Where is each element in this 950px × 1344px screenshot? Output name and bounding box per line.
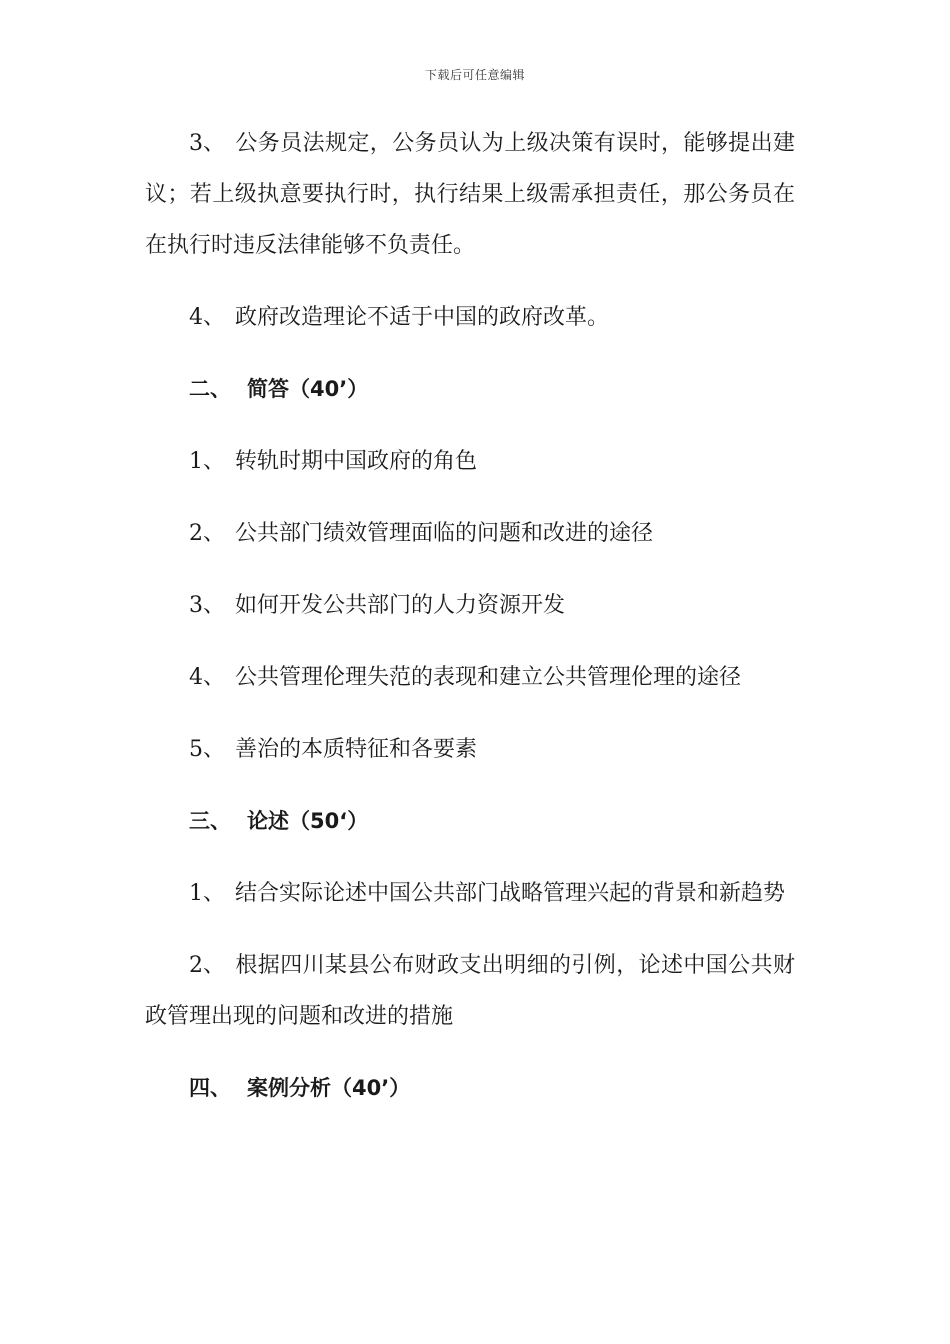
item-text: 如何开发公共部门的人力资源开发 [235, 593, 566, 618]
item-number: 4、 [189, 665, 225, 690]
list-item [145, 118, 795, 271]
item-text: 善治的本质特征和各要素 [235, 737, 478, 762]
item-number: 2、 [189, 953, 225, 978]
item-number: 1、 [189, 449, 225, 474]
item-text: 转轨时期中国政府的角色 [235, 449, 478, 474]
item-text: 公共部门绩效管理面临的问题和改进的途径 [235, 521, 654, 546]
item-text: 公共管理伦理失范的表现和建立公共管理伦理的途径 [235, 665, 742, 690]
item-number: 5、 [189, 737, 225, 762]
item-text: 公务员法规定，公务员认为上级决策有误时，能够提出建议；若上级执意要执行时，执行结果上级需承担责任，那公务员在在执行时违反法律能够不负责任。 [145, 131, 795, 258]
item-number: 2、 [189, 521, 225, 546]
section-heading [145, 364, 795, 415]
list-item [145, 652, 795, 703]
item-number: 4、 [189, 305, 225, 330]
section-number: 三、 [189, 809, 231, 833]
list-item [145, 940, 795, 1042]
list-item [145, 580, 795, 631]
item-number: 3、 [189, 593, 225, 618]
item-text: 政府改造理论不适于中国的政府改革。 [235, 305, 610, 330]
item-text: 结合实际论述中国公共部门战略管理兴起的背景和新趋势 [235, 881, 786, 906]
section-heading [145, 1063, 795, 1114]
section-heading [145, 796, 795, 847]
section-title: 简答（40’） [247, 377, 369, 401]
item-number: 3、 [189, 131, 225, 156]
list-item [145, 436, 795, 487]
list-item [145, 508, 795, 559]
section-number: 二、 [189, 377, 231, 401]
list-item [145, 292, 795, 343]
item-text: 根据四川某县公布财政支出明细的引例，论述中国公共财政管理出现的问题和改进的措施 [145, 953, 795, 1029]
section-number: 四、 [189, 1076, 231, 1100]
section-title: 论述（50‘） [247, 809, 369, 833]
page-header-note: 下载后可任意编辑 [424, 68, 525, 82]
document-body [145, 118, 795, 1135]
list-item [145, 724, 795, 775]
list-item [145, 868, 795, 919]
item-number: 1、 [189, 881, 225, 906]
section-title: 案例分析（40’） [247, 1076, 411, 1100]
